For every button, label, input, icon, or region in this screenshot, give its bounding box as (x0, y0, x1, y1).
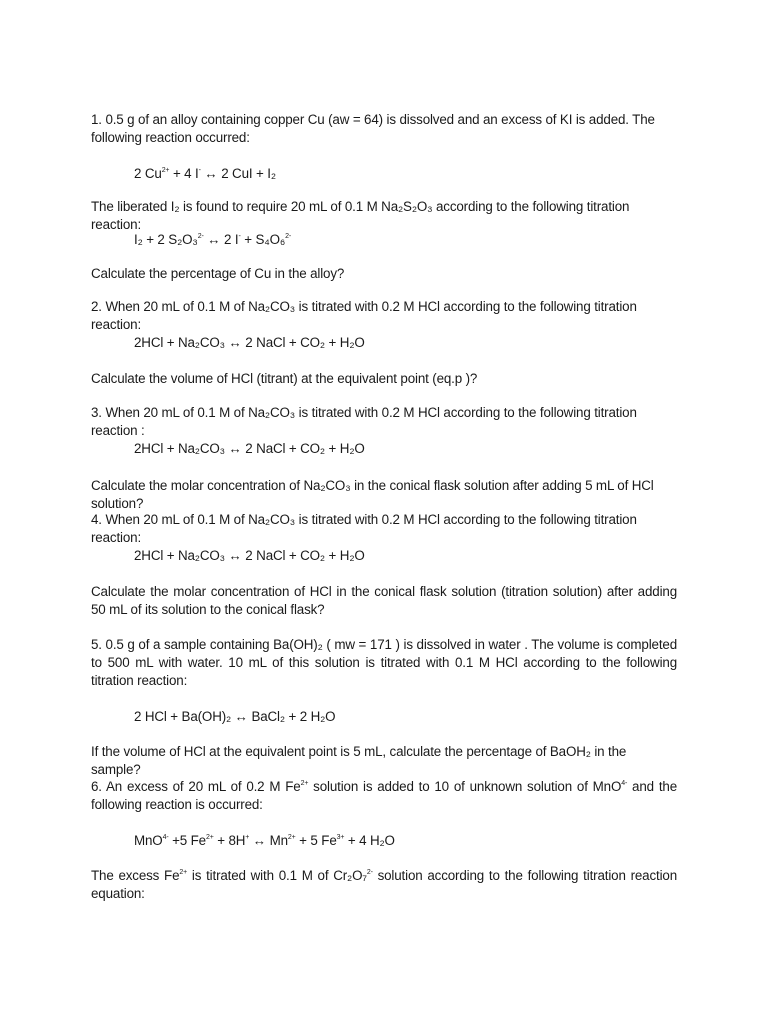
q4-question: Calculate the molar concentration of HCl in the conical flask solution (titration solution) after adding 50 mL of its solution to the conical flask? (91, 584, 677, 617)
q2-intro: 2. When 20 mL of 0.1 M of Na₂CO₃ is titrated with 0.2 M HCl according to the following titration reaction: (91, 299, 637, 332)
q1-titration-text: The liberated I₂ is found to require 20 mL of 0.1 M Na₂S₂O₃ according to the following titration reaction: (91, 199, 630, 232)
q4-equation: 2HCl + Na₂CO₃ ↔ 2 NaCl + CO₂ + H₂O (134, 548, 365, 563)
q5-question: If the volume of HCl at the equivalent point is 5 mL, calculate the percentage of BaOH₂ in the sample? (91, 744, 627, 777)
q4-intro: 4. When 20 mL of 0.1 M of Na₂CO₃ is titrated with 0.2 M HCl according to the following titration reaction: (91, 512, 637, 545)
q3-equation: 2HCl + Na₂CO₃ ↔ 2 NaCl + CO₂ + H₂O (134, 441, 365, 456)
q1-equation: 2 $Cu^{2+} + 4$ I- ↔ 2 CuI + I₂ (134, 166, 276, 181)
q5-intro: 5. 0.5 g of a sample containing Ba(OH)₂ ( mw = 171 ) is dissolved in water . The volume is completed to 500 mL with water. 10 mL of this solution is titrated with 0.1 M HCl according to the following titration reaction: (91, 637, 677, 688)
q1-titration-equation: I₂ + 2 S₂O₃$^{2-}$ ↔ 2 I- + S₄O₆$^{2-}$ (134, 232, 292, 247)
q1-intro: 1. 0.5 g of an alloy containing copper Cu (aw = 64) is dissolved and an excess of KI is added. The following reaction occurred: (91, 112, 655, 145)
q3-intro: 3. When 20 mL of 0.1 M of Na₂CO₃ is titrated with 0.2 M HCl according to the following titration reaction : (91, 405, 637, 438)
q6-tail: The excess $Fe^{2+}$ is titrated with 0.1 M of Cr₂O₇$^{2-}$ solution according to the following titration reaction equation: (91, 868, 678, 901)
q6-intro: 6. An excess of 20 mL of 0.2 M $Fe^{2+}$ solution is added to 10 of unknown solution of MnO$^{4-}$ and the following reaction is occurred: (91, 779, 678, 812)
q6-equation: MnO$^{4-}$ +5 $Fe^{2+} + 8H^+$ ↔ $Mn^{2+} + 5$ $Fe^{3+} + 4$ H₂O (134, 833, 395, 848)
q2-question: Calculate the volume of HCl (titrant) at the equivalent point (eq.p )? (91, 371, 478, 386)
q3-question: Calculate the molar concentration of Na₂CO₃ in the conical flask solution after adding 5 mL of HCl solution? (91, 478, 654, 511)
q1-question: Calculate the percentage of Cu in the alloy? (91, 266, 345, 281)
q5-equation: 2 HCl + Ba(OH)₂ ↔ BaCl₂ + 2 H₂O (134, 709, 336, 724)
q2-equation: 2HCl + Na₂CO₃ ↔ 2 NaCl + CO₂ + H₂O (134, 335, 365, 350)
